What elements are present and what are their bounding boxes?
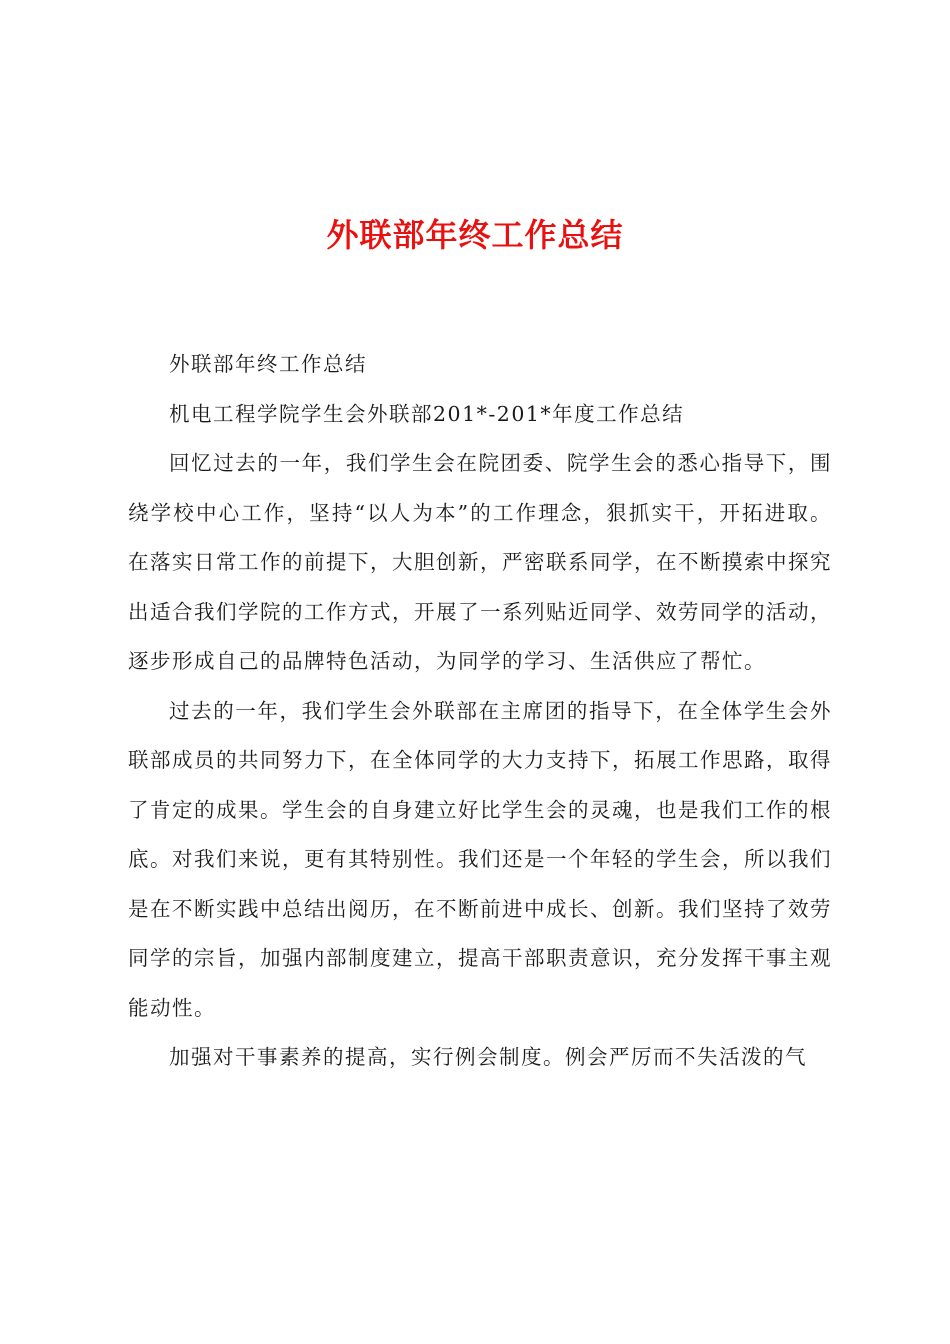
- paragraph-training: 加强对干事素养的提高，实行例会制度。例会严厉而不失活泼的气: [169, 1045, 807, 1069]
- paragraph-review: 过去的一年，我们学生会外联部在主席团的指导下，在全体学生会外联部成员的共同努力下，在全体同学的大力支持下，拓展工作思路，取得了肯定的成果。学生会的自身建立好比学生会的灵魂，也是我们工作的根底。对我们来说，更有其特别性。我们还是一个年轻的学生会，所以我们是在不断实践中总结出阅历，在不断前进中成长、创新。我们坚持了效劳同学的宗旨，加强内部制度建立，提高干部职责意识，充分发挥干事主观能动性。: [128, 698, 832, 1020]
- document-body: [128, 340, 832, 1083]
- document-title: 外联部年终工作总结: [326, 216, 624, 254]
- paragraph-subtitle: 机电工程学院学生会外联部201*-201*年度工作总结: [169, 401, 685, 426]
- paragraph-heading: 外联部年终工作总结: [169, 352, 367, 376]
- paragraph-intro: 回忆过去的一年，我们学生会在院团委、院学生会的悉心指导下，围绕学校中心工作，坚持“以人为本”的工作理念，狠抓实干，开拓进取。在落实日常工作的前提下，大胆创新，严密联系同学，在不断摸索中探究出适合我们学院的工作方式，开展了一系列贴近同学、效劳同学的活动，逐步形成自己的品牌特色活动，为同学的学习、生活供应了帮忙。: [128, 451, 832, 673]
